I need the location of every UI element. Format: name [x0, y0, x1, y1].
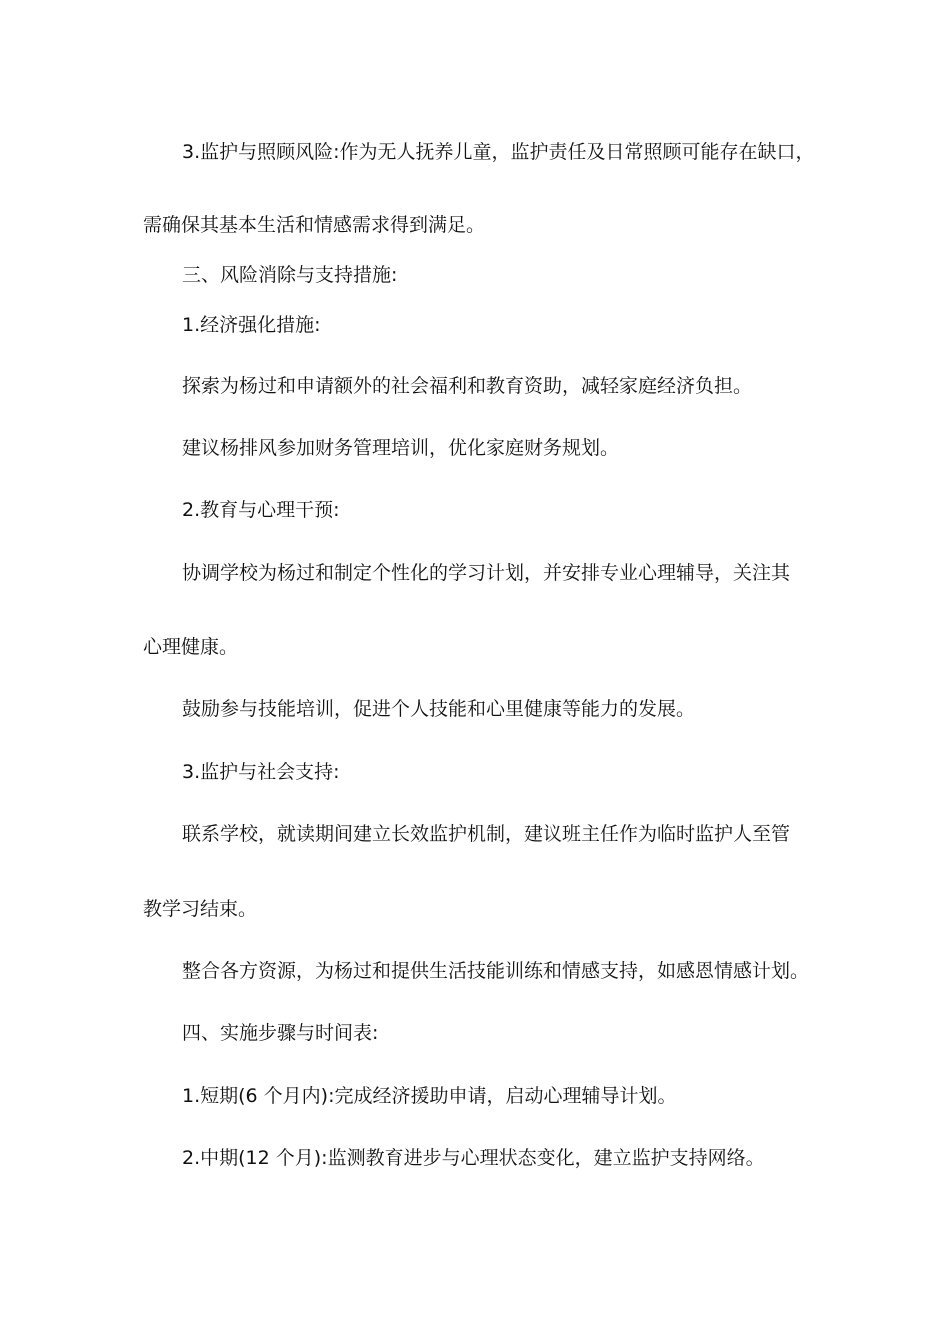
- subheading-guardianship-support: 3.监护与社会支持:: [182, 761, 340, 783]
- paragraph-financial-training: 建议杨排风参加财务管理培训，优化家庭财务规划。: [182, 437, 620, 459]
- subheading-economic-measures: 1.经济强化措施:: [182, 314, 321, 336]
- timeline-item-short-term: 1.短期(6 个月内):完成经济援助申请，启动心理辅导计划。: [182, 1085, 677, 1107]
- paragraph-guardianship-risk: 3.监护与照顾风险:作为无人抚养儿童，监护责任及日常照顾可能存在缺口，: [182, 141, 815, 163]
- section-heading-implementation-timeline: 四、实施步骤与时间表:: [182, 1022, 379, 1044]
- paragraph-resource-integration: 整合各方资源，为杨过和提供生活技能训练和情感支持，如感恩情感计划。: [182, 960, 810, 982]
- paragraph-school-mechanism: 联系学校，就读期间建立长效监护机制，建议班主任作为临时监护人至管: [182, 823, 791, 845]
- paragraph-welfare-application: 探索为杨过和申请额外的社会福利和教育资助，减轻家庭经济负担。: [182, 375, 753, 397]
- paragraph-learning-plan-continued: 心理健康。: [143, 636, 239, 658]
- section-heading-risk-mitigation: 三、风险消除与支持措施:: [182, 264, 398, 286]
- paragraph-guardianship-risk-continued: 需确保其基本生活和情感需求得到满足。: [143, 214, 486, 236]
- paragraph-school-mechanism-continued: 教学习结束。: [143, 898, 258, 920]
- timeline-item-mid-term: 2.中期(12 个月):监测教育进步与心理状态变化，建立监护支持网络。: [182, 1147, 765, 1169]
- subheading-education-psychology: 2.教育与心理干预:: [182, 499, 340, 521]
- paragraph-skills-training: 鼓励参与技能培训，促进个人技能和心里健康等能力的发展。: [182, 698, 696, 720]
- paragraph-learning-plan: 协调学校为杨过和制定个性化的学习计划，并安排专业心理辅导，关注其: [182, 562, 791, 584]
